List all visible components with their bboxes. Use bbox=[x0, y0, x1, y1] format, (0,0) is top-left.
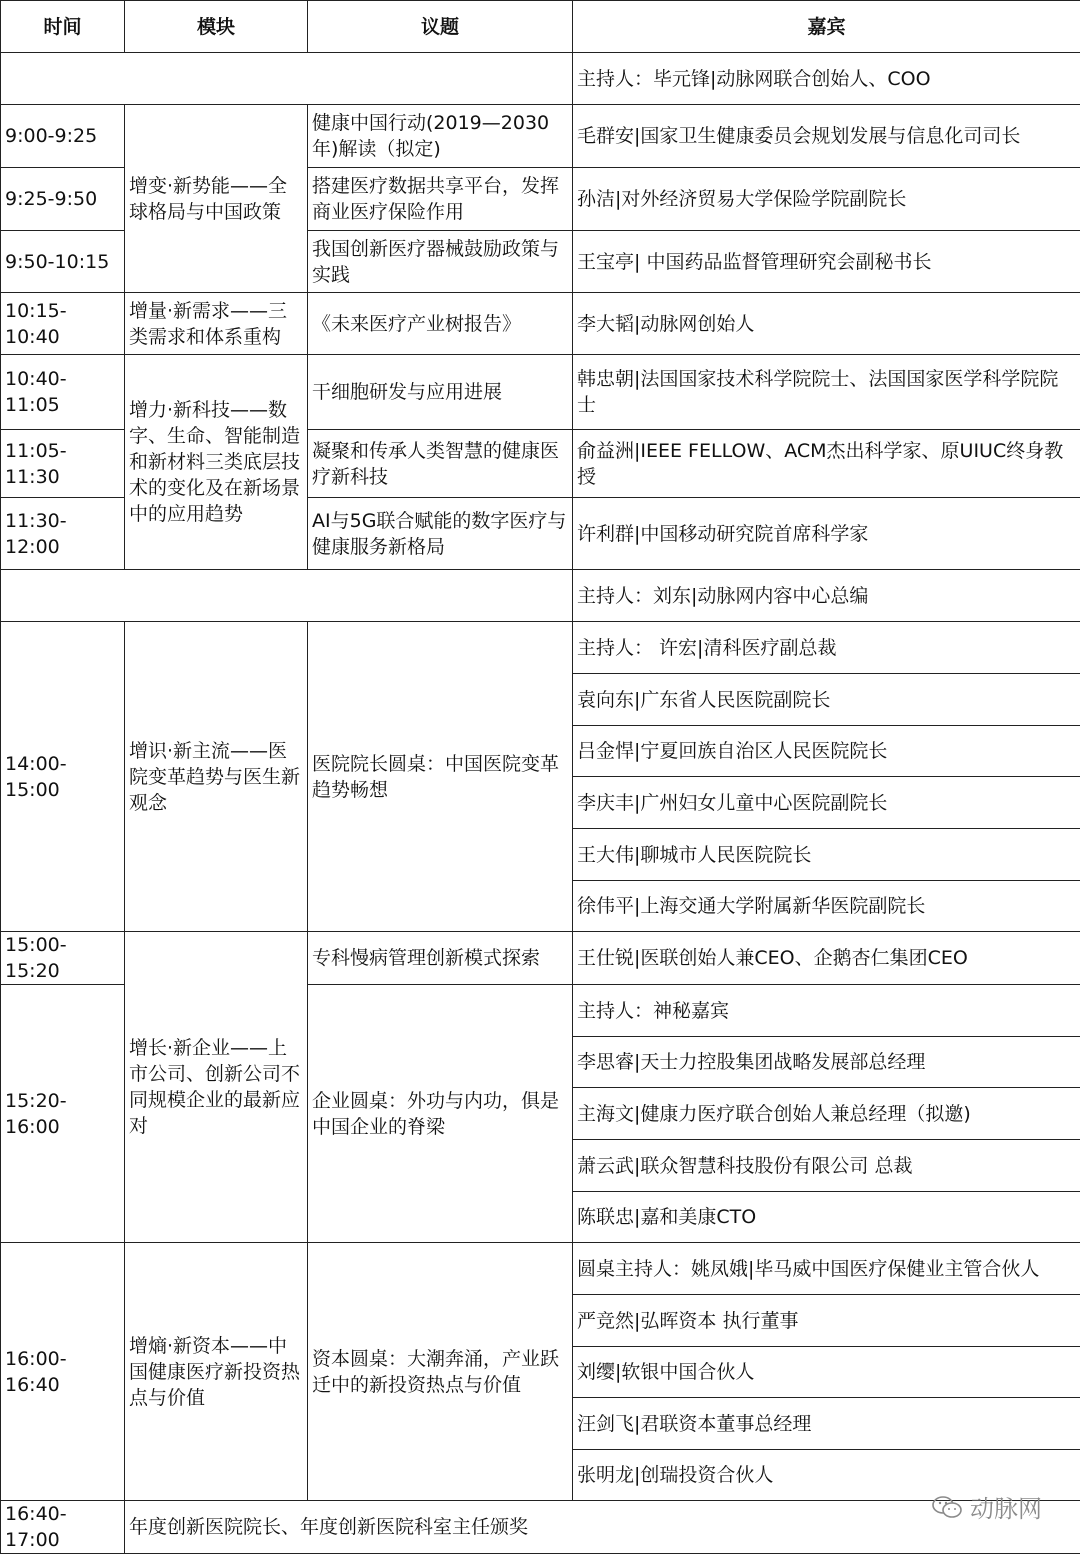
table-row bbox=[1, 570, 1080, 622]
guest-cell: 汪剑飞|君联资本董事总经理 bbox=[573, 1398, 1080, 1450]
topic-cell: 资本圆桌：大潮奔涌，产业跃迁中的新投资热点与价值 bbox=[308, 1243, 573, 1501]
topic-cell: AI与5G联合赋能的数字医疗与健康服务新格局 bbox=[308, 498, 573, 570]
header-row bbox=[1, 1, 1080, 53]
time-cell: 10:15-10:40 bbox=[1, 293, 125, 355]
empty-cell bbox=[1, 570, 573, 622]
time-cell: 9:25-9:50 bbox=[1, 168, 125, 231]
header-time: 时间 bbox=[1, 1, 125, 53]
table-row bbox=[1, 105, 1080, 168]
guest-cell: 毛群安|国家卫生健康委员会规划发展与信息化司司长 bbox=[573, 105, 1080, 168]
empty-cell bbox=[1, 53, 573, 105]
time-cell: 11:05-11:30 bbox=[1, 430, 125, 498]
module-cell: 增变·新势能——全球格局与中国政策 bbox=[125, 105, 308, 293]
guest-cell: 吕金悍|宁夏回族自治区人民医院院长 bbox=[573, 726, 1080, 777]
table-row bbox=[1, 53, 1080, 105]
table-row bbox=[1, 622, 1080, 674]
time-cell: 11:30-12:00 bbox=[1, 498, 125, 570]
guest-cell: 王仕锐|医联创始人兼CEO、企鹅杏仁集团CEO bbox=[573, 932, 1080, 985]
table-row bbox=[1, 1501, 1080, 1554]
topic-cell: 专科慢病管理创新模式探索 bbox=[308, 932, 573, 985]
guest-cell: 徐伟平|上海交通大学附属新华医院副院长 bbox=[573, 881, 1080, 932]
time-cell: 16:40-17:00 bbox=[1, 1501, 125, 1554]
table-row bbox=[1, 355, 1080, 430]
topic-cell: 干细胞研发与应用进展 bbox=[308, 355, 573, 430]
guest-cell: 韩忠朝|法国国家技术科学院院士、法国国家医学科学院院士 bbox=[573, 355, 1080, 430]
module-cell: 增力·新科技——数字、生命、智能制造和新材料三类底层技术的变化及在新场景中的应用趋势 bbox=[125, 355, 308, 570]
table-row bbox=[1, 293, 1080, 355]
guest-cell: 俞益洲|IEEE FELLOW、ACM杰出科学家、原UIUC终身教授 bbox=[573, 430, 1080, 498]
time-cell: 9:00-9:25 bbox=[1, 105, 125, 168]
header-module: 模块 bbox=[125, 1, 308, 53]
guest-cell: 陈联忠|嘉和美康CTO bbox=[573, 1192, 1080, 1243]
guest-cell: 袁向东|广东省人民医院副院长 bbox=[573, 674, 1080, 726]
time-cell: 10:40-11:05 bbox=[1, 355, 125, 430]
host-cell: 主持人：毕元锋|动脉网联合创始人、COO bbox=[573, 53, 1080, 105]
time-cell: 15:20-16:00 bbox=[1, 985, 125, 1243]
module-cell: 增量·新需求——三类需求和体系重构 bbox=[125, 293, 308, 355]
guest-cell: 萧云武|联众智慧科技股份有限公司 总裁 bbox=[573, 1140, 1080, 1192]
module-cell: 增熵·新资本——中国健康医疗新投资热点与价值 bbox=[125, 1243, 308, 1501]
topic-cell: 搭建医疗数据共享平台，发挥商业医疗保险作用 bbox=[308, 168, 573, 231]
topic-cell: 医院院长圆桌：中国医院变革趋势畅想 bbox=[308, 622, 573, 932]
guest-cell: 王大伟|聊城市人民医院院长 bbox=[573, 829, 1080, 881]
topic-cell: 凝聚和传承人类智慧的健康医疗新科技 bbox=[308, 430, 573, 498]
header-guest: 嘉宾 bbox=[573, 1, 1080, 53]
host-cell: 主持人：刘东|动脉网内容中心总编 bbox=[573, 570, 1080, 622]
time-cell: 14:00-15:00 bbox=[1, 622, 125, 932]
time-cell: 16:00-16:40 bbox=[1, 1243, 125, 1501]
guest-cell: 李大韬|动脉网创始人 bbox=[573, 293, 1080, 355]
guest-cell: 刘缨|软银中国合伙人 bbox=[573, 1347, 1080, 1398]
guest-cell: 主持人：神秘嘉宾 bbox=[573, 985, 1080, 1037]
guest-cell: 许利群|中国移动研究院首席科学家 bbox=[573, 498, 1080, 570]
guest-cell: 王宝亭| 中国药品监督管理研究会副秘书长 bbox=[573, 231, 1080, 293]
topic-cell: 企业圆桌：外功与内功，俱是中国企业的脊梁 bbox=[308, 985, 573, 1243]
table-row bbox=[1, 1243, 1080, 1295]
time-cell: 9:50-10:15 bbox=[1, 231, 125, 293]
guest-cell: 张明龙|创瑞投资合伙人 bbox=[573, 1450, 1080, 1501]
guest-cell: 李思睿|天士力控股集团战略发展部总经理 bbox=[573, 1037, 1080, 1088]
watermark-text: 动脉网 bbox=[970, 1489, 1042, 1524]
module-cell: 增长·新企业——上市公司、创新公司不同规模企业的最新应对 bbox=[125, 932, 308, 1243]
topic-cell: 健康中国行动(2019—2030年)解读（拟定) bbox=[308, 105, 573, 168]
guest-cell: 主海文|健康力医疗联合创始人兼总经理（拟邀) bbox=[573, 1088, 1080, 1140]
award-cell: 年度创新医院院长、年度创新医院科室主任颁奖 bbox=[125, 1501, 1080, 1554]
module-cell: 增识·新主流——医院变革趋势与医生新观念 bbox=[125, 622, 308, 932]
header-topic: 议题 bbox=[308, 1, 573, 53]
guest-cell: 严竞然|弘晖资本 执行董事 bbox=[573, 1295, 1080, 1347]
guest-cell: 孙洁|对外经济贸易大学保险学院副院长 bbox=[573, 168, 1080, 231]
guest-cell: 主持人： 许宏|清科医疗副总裁 bbox=[573, 622, 1080, 674]
topic-cell: 《未来医疗产业树报告》 bbox=[308, 293, 573, 355]
table-row bbox=[1, 932, 1080, 985]
topic-cell: 我国创新医疗器械鼓励政策与实践 bbox=[308, 231, 573, 293]
guest-cell: 李庆丰|广州妇女儿童中心医院副院长 bbox=[573, 777, 1080, 829]
guest-cell: 圆桌主持人：姚凤娥|毕马威中国医疗保健业主管合伙人 bbox=[573, 1243, 1080, 1295]
time-cell: 15:00-15:20 bbox=[1, 932, 125, 985]
